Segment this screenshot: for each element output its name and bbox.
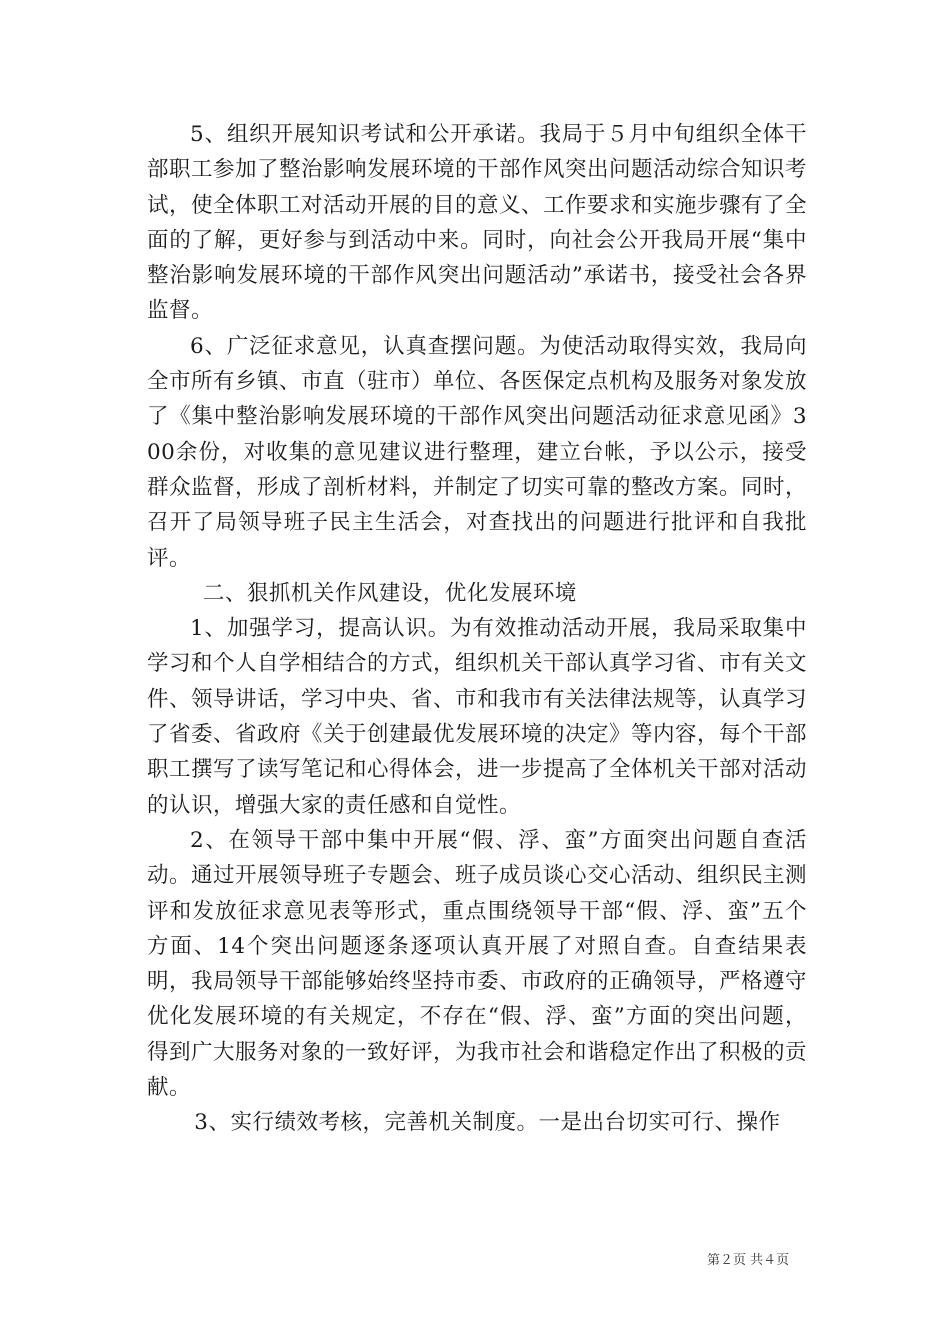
document-body [147,117,807,1141]
paragraph-6-solicit-opinions: 6、广泛征求意见，认真查摆问题。为使活动取得实效，我局向全市所有乡镇、市直（驻市）单位、各医保定点机构及服务对象发放了《集中整治影响发展环境的干部作风突出问题活动征求意见函》300余份，对收集的意见建议进行整理，建立台帐，予以公示，接受群众监督，形成了剖析材料，并制定了切实可靠的整改方案。同时，召开了局领导班子民主生活会，对查找出的问题进行批评和自我批评。 [147,333,808,571]
paragraph-1-study: 1、加强学习，提高认识。为有效推动活动开展，我局采取集中学习和个人自学相结合的方式，组织机关干部认真学习省、市有关文件、领导讲话，学习中央、省、市和我市有关法律法规等，认真学习了省委、省政府《关于创建最优发展环境的决定》等内容，每个干部职工撰写了读写笔记和心得体会，进一步提高了全体机关干部对活动的认识，增强大家的责任感和自觉性。 [147,616,808,818]
page-number-footer: 第２页 共４页 [707,1253,790,1268]
paragraph-2-self-inspection: 2、在领导干部中集中开展“假、浮、蛮”方面突出问题自查活动。通过开展领导班子专题会、班子成员谈心交心活动、组织民主测评和发放征求意见表等形式，重点围绕领导干部“假、浮、蛮”五个方面、14个突出问题逐条逐项认真开展了对照自查。自查结果表明，我局领导干部能够始终坚持市委、市政府的正确领导，严格遵守优化发展环境的有关规定，不存在“假、浮、蛮”方面的突出问题，得到广大服务对象的一致好评，为我市社会和谐稳定作出了积极的贡献。 [147,827,808,1101]
paragraph-3-performance-assessment: 3、实行绩效考核，完善机关制度。一是出台切实可行、操作 [194,1110,781,1136]
section-heading: 二、狠抓机关作风建设，优化发展环境 [202,580,577,606]
paragraph-5-exam-commitment: 5、组织开展知识考试和公开承诺。我局于５月中旬组织全体干部职工参加了整治影响发展环境的干部作风突出问题活动综合知识考试，使全体职工对活动开展的目的意义、工作要求和实施步骤有了全面的了解，更好参与到活动中来。同时，向社会公开我局开展“集中整治影响发展环境的干部作风突出问题活动”承诺书，接受社会各界监督。 [147,122,808,324]
